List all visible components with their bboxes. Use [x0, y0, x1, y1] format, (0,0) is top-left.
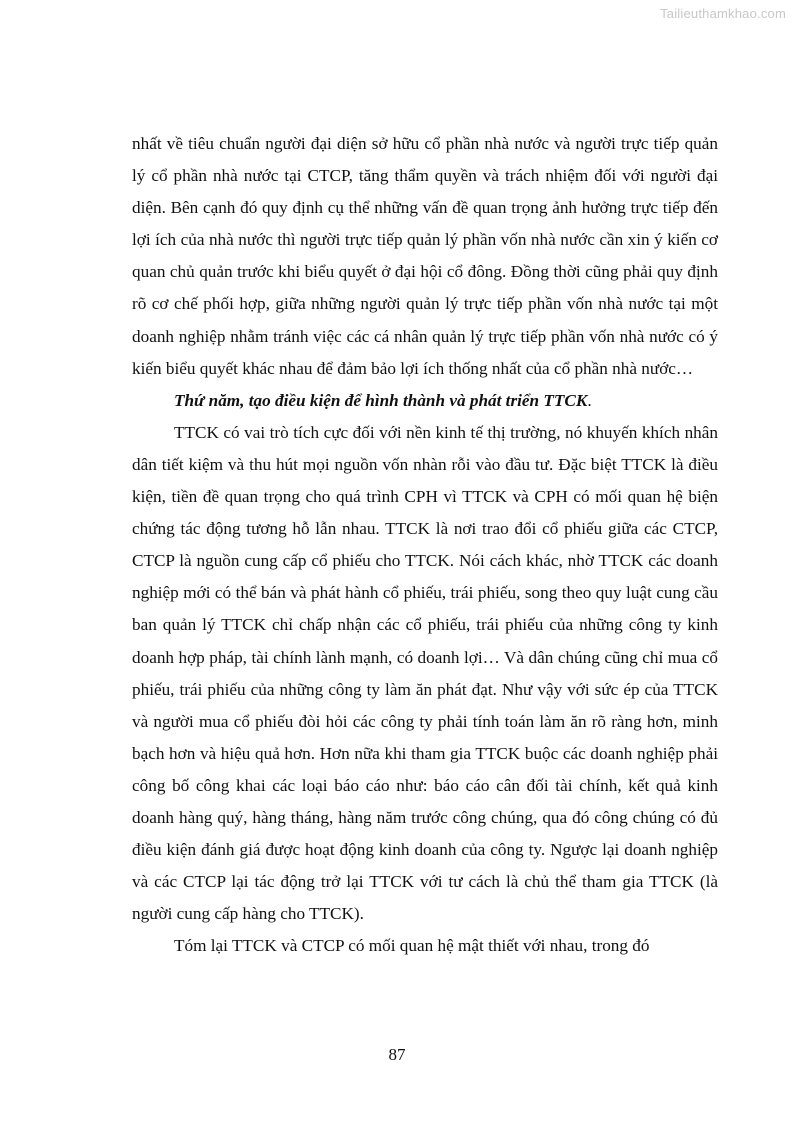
section-heading-text: Thứ năm, tạo điều kiện để hình thành và phát triển TTCK — [174, 390, 588, 410]
section-heading — [132, 385, 718, 417]
paragraph-ttck-role: TTCK có vai trò tích cực đối với nền kinh tế thị trường, nó khuyến khích nhân dân tiết kiệm và thu hút mọi nguồn vốn nhàn rỗi vào đầu tư. Đặc biệt TTCK là điều kiện, tiền đề quan trọng cho quá trình CPH vì TTCK và CPH có mối quan hệ biện chứng tác động tương hỗ lẫn nhau. TTCK là nơi trao đổi cổ phiếu giữa các CTCP, CTCP là nguồn cung cấp cổ phiếu cho TTCK. Nói cách khác, nhờ TTCK các doanh nghiệp mới có thể bán và phát hành cổ phiếu, trái phiếu, song theo quy luật cung cầu ban quản lý TTCK chỉ chấp nhận các cổ phiếu, trái phiếu của những công ty kinh doanh hợp pháp, tài chính lành mạnh, có doanh lợi… Và dân chúng cũng chỉ mua cổ phiếu, trái phiếu của những công ty làm ăn phát đạt. Như vậy với sức ép của TTCK và người mua cổ phiếu đòi hỏi các công ty phải tính toán làm ăn rõ ràng hơn, minh bạch hơn và hiệu quả hơn. Hơn nữa khi tham gia TTCK buộc các doanh nghiệp phải công bố công khai các loại báo cáo như: báo cáo cân đối tài chính, kết quả kinh doanh hàng quý, hàng tháng, hàng năm trước công chúng, qua đó công chúng có đủ điều kiện đánh giá được hoạt động kinh doanh của công ty. Ngược lại doanh nghiệp và các CTCP lại tác động trở lại TTCK với tư cách là chủ thể tham gia TTCK (là người cung cấp hàng cho TTCK). — [132, 422, 718, 924]
document-body — [132, 128, 718, 962]
page-number: 87 — [388, 1045, 406, 1064]
section-heading-period: . — [587, 390, 592, 410]
watermark-text: Tailieuthamkhao.com — [660, 6, 786, 21]
paragraph-continuation: nhất về tiêu chuẩn người đại diện sở hữu cổ phần nhà nước và người trực tiếp quản lý cổ phần nhà nước tại CTCP, tăng thẩm quyền và trách nhiệm đối với người đại diện. Bên cạnh đó quy định cụ thể những vấn đề quan trọng ảnh hưởng trực tiếp đến lợi ích của nhà nước thì người trực tiếp quản lý phần vốn nhà nước cần xin ý kiến cơ quan chủ quản trước khi biểu quyết ở đại hội cổ đông. Đồng thời cũng phải quy định rõ cơ chế phối hợp, giữa những người quản lý trực tiếp phần vốn nhà nước tại một doanh nghiệp nhằm tránh việc các cá nhân quản lý trực tiếp phần vốn nhà nước có ý kiến biểu quyết khác nhau để đảm bảo lợi ích thống nhất của cổ phần nhà nước… — [132, 134, 718, 378]
paragraph-summary: Tóm lại TTCK và CTCP có mối quan hệ mật thiết với nhau, trong đó — [174, 936, 650, 956]
